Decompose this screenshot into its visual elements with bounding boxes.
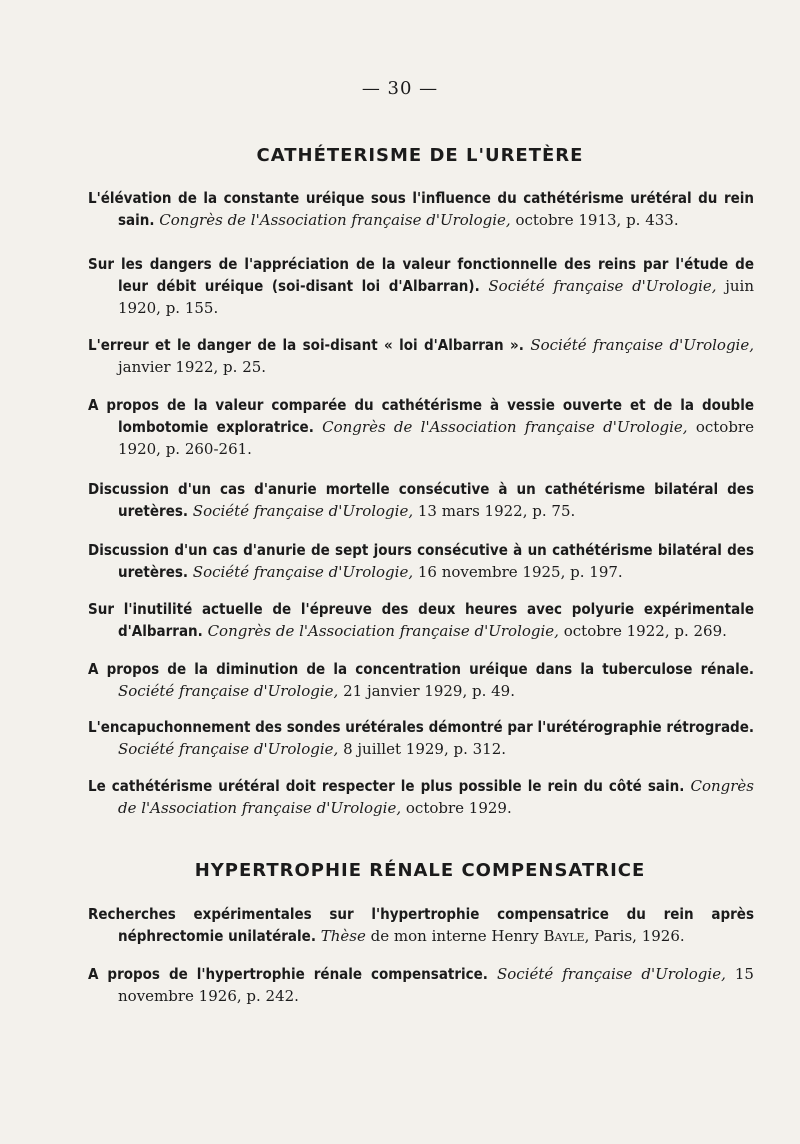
entry-details: 15 novembre 1926, p. 242. — [118, 965, 754, 1005]
entry-details: octobre 1929. — [405, 799, 512, 817]
entry-title: A propos de l'hypertrophie rénale compensatrice. — [88, 965, 488, 983]
entry-title: Recherches expérimentales sur l'hypertrophie compensatrice du rein après néphrectomie unilatérale. — [88, 905, 754, 945]
bibliography-entry — [88, 903, 754, 947]
entry-source: Congrès de l'Association française d'Urologie, — [118, 777, 754, 817]
entry-title: L'élévation de la constante uréique sous l'influence du cathétérisme urétéral du rein sain. — [88, 189, 754, 229]
bibliography-entry — [88, 478, 754, 522]
bibliography-entry — [88, 598, 754, 642]
entry-title: Discussion d'un cas d'anurie de sept jours consécutive à un cathétérisme bilatéral des uretères. — [88, 541, 754, 581]
entry-title: Sur l'inutilité actuelle de l'épreuve des deux heures avec polyurie expérimentale d'Albarran. — [88, 600, 754, 640]
bibliography-entry — [88, 539, 754, 583]
entry-details: , Paris, 1926. — [584, 927, 685, 945]
entry-title: L'erreur et le danger de la soi-disant « loi d'Albarran ». — [88, 336, 524, 354]
entry-source: Société française d'Urologie, — [192, 502, 414, 520]
entry-source: Société française d'Urologie, — [496, 965, 726, 983]
entry-source: Congrès de l'Association française d'Urologie, — [159, 211, 511, 229]
entry-author-name: Bayle — [543, 927, 585, 945]
entry-title: A propos de la valeur comparée du cathétérisme à vessie ouverte et de la double lombotomie exploratrice. — [88, 396, 754, 436]
entry-details: 16 novembre 1925, p. 197. — [417, 563, 623, 581]
bibliography-entry — [88, 334, 754, 378]
entry-details: octobre 1920, p. 260-261. — [118, 418, 754, 458]
entry-title: A propos de la diminution de la concentration uréique dans la tuberculose rénale. — [88, 660, 754, 678]
entry-details: 8 juillet 1929, p. 312. — [343, 740, 507, 758]
entry-source: Congrès de l'Association française d'Urologie, — [207, 622, 559, 640]
section-heading-catheterisme: CATHÉTERISME DE L'URETÈRE — [256, 145, 584, 166]
entry-source: Congrès de l'Association française d'Urologie, — [322, 418, 688, 436]
entry-source: Société française d'Urologie, — [118, 682, 339, 700]
entry-title: Le cathétérisme urétéral doit respecter le plus possible le rein du côté sain. — [88, 777, 685, 795]
section-heading-hypertrophie: HYPERTROPHIE RÉNALE COMPENSATRICE — [194, 860, 646, 881]
entry-source: Société française d'Urologie, — [488, 277, 717, 295]
entry-source: Société française d'Urologie, — [192, 563, 414, 581]
bibliography-entry — [88, 716, 754, 760]
page-number: — 30 — — [361, 78, 439, 99]
bibliography-entry — [88, 963, 754, 1007]
bibliography-entry — [88, 187, 754, 231]
entry-details: 13 mars 1922, p. 75. — [417, 502, 576, 520]
bibliography-entry — [88, 658, 754, 702]
entry-details: octobre 1922, p. 269. — [563, 622, 727, 640]
entry-details: janvier 1922, p. 25. — [118, 358, 267, 376]
bibliography-entry — [88, 394, 754, 460]
bibliography-entry — [88, 253, 754, 319]
entry-source: Thèse — [320, 927, 366, 945]
entry-details-pre: de mon interne Henry — [370, 927, 539, 945]
entry-title: Discussion d'un cas d'anurie mortelle consécutive à un cathétérisme bilatéral des uretères. — [88, 480, 754, 520]
entry-source: Société française d'Urologie, — [530, 336, 754, 354]
entry-details: juin 1920, p. 155. — [118, 277, 754, 317]
entry-title: Sur les dangers de l'appréciation de la valeur fonctionnelle des reins par l'étude de leur débit uréique (soi-disant loi d'Albarran). — [88, 255, 754, 295]
entry-details: octobre 1913, p. 433. — [515, 211, 679, 229]
entry-details: 21 janvier 1929, p. 49. — [343, 682, 515, 700]
bibliography-entry — [88, 775, 754, 819]
entry-source: Société française d'Urologie, — [118, 740, 339, 758]
entry-title: L'encapuchonnement des sondes urétérales démontré par l'urétérographie rétrograde. — [88, 718, 754, 736]
